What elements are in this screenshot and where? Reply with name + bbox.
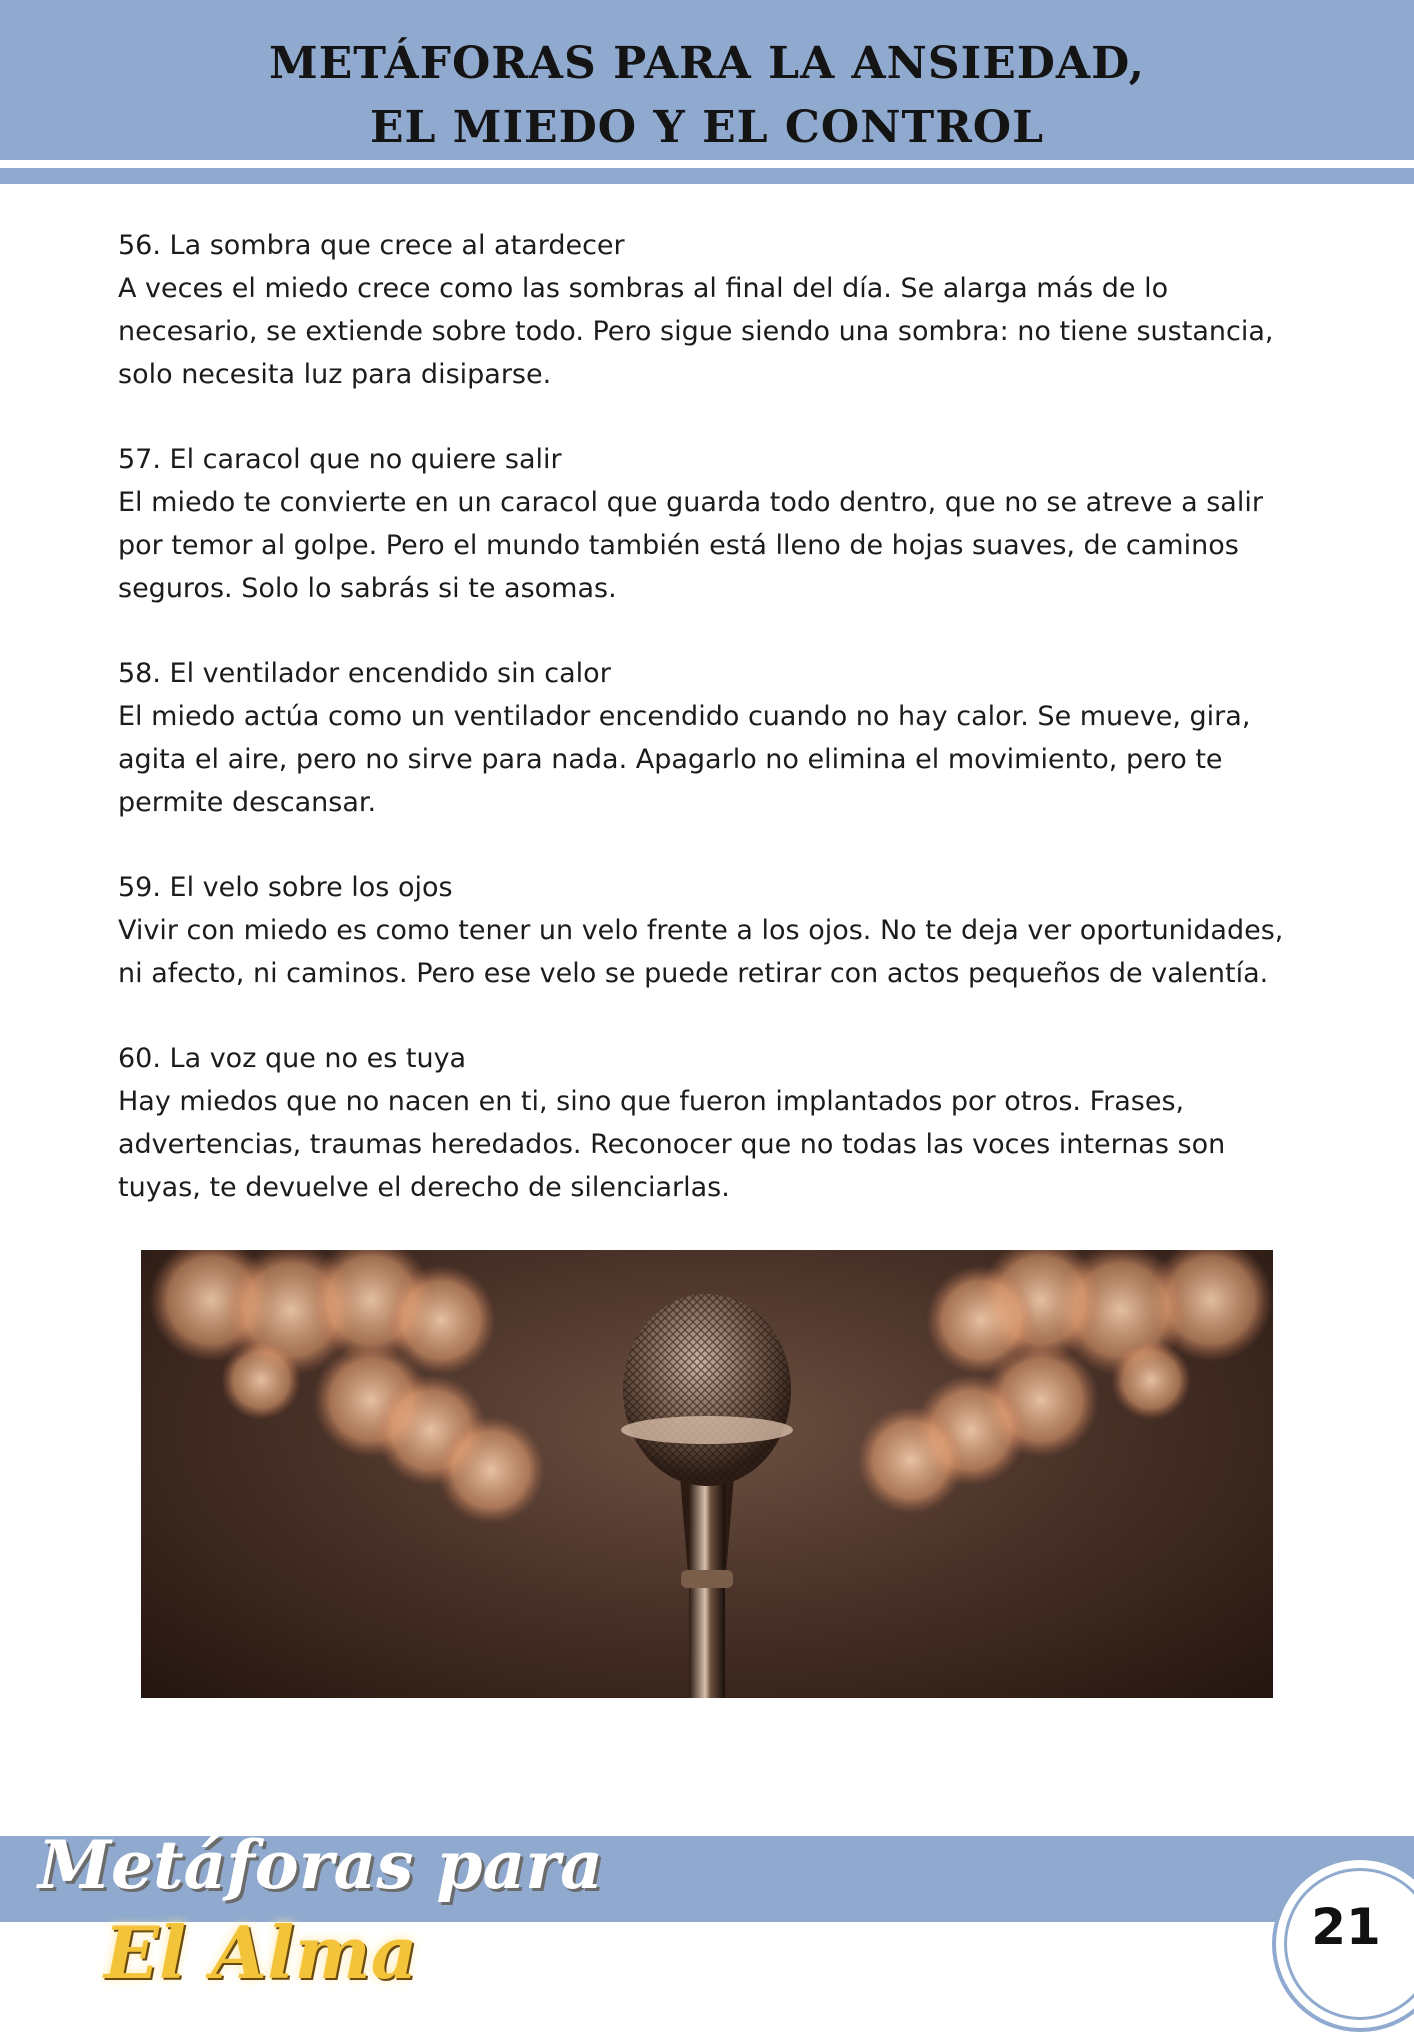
page-number: 21 — [1311, 1898, 1381, 1956]
page-title — [0, 32, 1414, 160]
microphone-photo — [141, 1250, 1273, 1698]
metaphor-entry-56 — [118, 224, 1298, 396]
header-divider-blue — [0, 168, 1414, 184]
metaphor-body: Vivir con miedo es como tener un velo frente a los ojos. No te deja ver oportunidades, ni afecto, ni caminos. Pero ese velo se puede retirar con actos pequeños de valentía. — [118, 915, 1284, 989]
metaphor-title: 60. La voz que no es tuya — [118, 1043, 467, 1074]
metaphor-list — [118, 224, 1298, 1251]
page-title-line-2: EL MIEDO Y EL CONTROL — [369, 102, 1045, 153]
footer-logo-line-1: Metáforas para — [38, 1826, 603, 1904]
metaphor-title: 58. El ventilador encendido sin calor — [118, 658, 611, 689]
metaphor-title: 57. El caracol que no quiere salir — [118, 444, 562, 475]
page-title-line-1: METÁFORAS PARA LA ANSIEDAD, — [269, 38, 1145, 89]
metaphor-title: 56. La sombra que crece al atardecer — [118, 230, 625, 261]
metaphor-title: 59. El velo sobre los ojos — [118, 872, 453, 903]
microphone-icon — [141, 1250, 1273, 1698]
metaphor-body: El miedo actúa como un ventilador encendido cuando no hay calor. Se mueve, gira, agita el aire, pero no sirve para nada. Apagarlo no elimina el movimiento, pero te permite descansar. — [118, 701, 1251, 818]
metaphor-entry-58 — [118, 652, 1298, 824]
metaphor-body: A veces el miedo crece como las sombras al final del día. Se alarga más de lo necesario, se extiende sobre todo. Pero sigue siendo una sombra: no tiene sustancia, solo necesita luz para disiparse. — [118, 273, 1274, 390]
footer-logo-line-2: El Alma — [104, 1910, 418, 1995]
metaphor-entry-59 — [118, 866, 1298, 995]
header-divider-white — [0, 160, 1414, 168]
metaphor-entry-60 — [118, 1037, 1298, 1209]
metaphor-entry-57 — [118, 438, 1298, 610]
metaphor-body: Hay miedos que no nacen en ti, sino que fueron implantados por otros. Frases, advertencias, traumas heredados. Reconocer que no todas las voces internas son tuyas, te devuelve el derecho de silenciarlas. — [118, 1086, 1226, 1203]
metaphor-body: El miedo te convierte en un caracol que guarda todo dentro, que no se atreve a salir por temor al golpe. Pero el mundo también está lleno de hojas suaves, de caminos seguros. Solo lo sabrás si te asomas. — [118, 487, 1263, 604]
